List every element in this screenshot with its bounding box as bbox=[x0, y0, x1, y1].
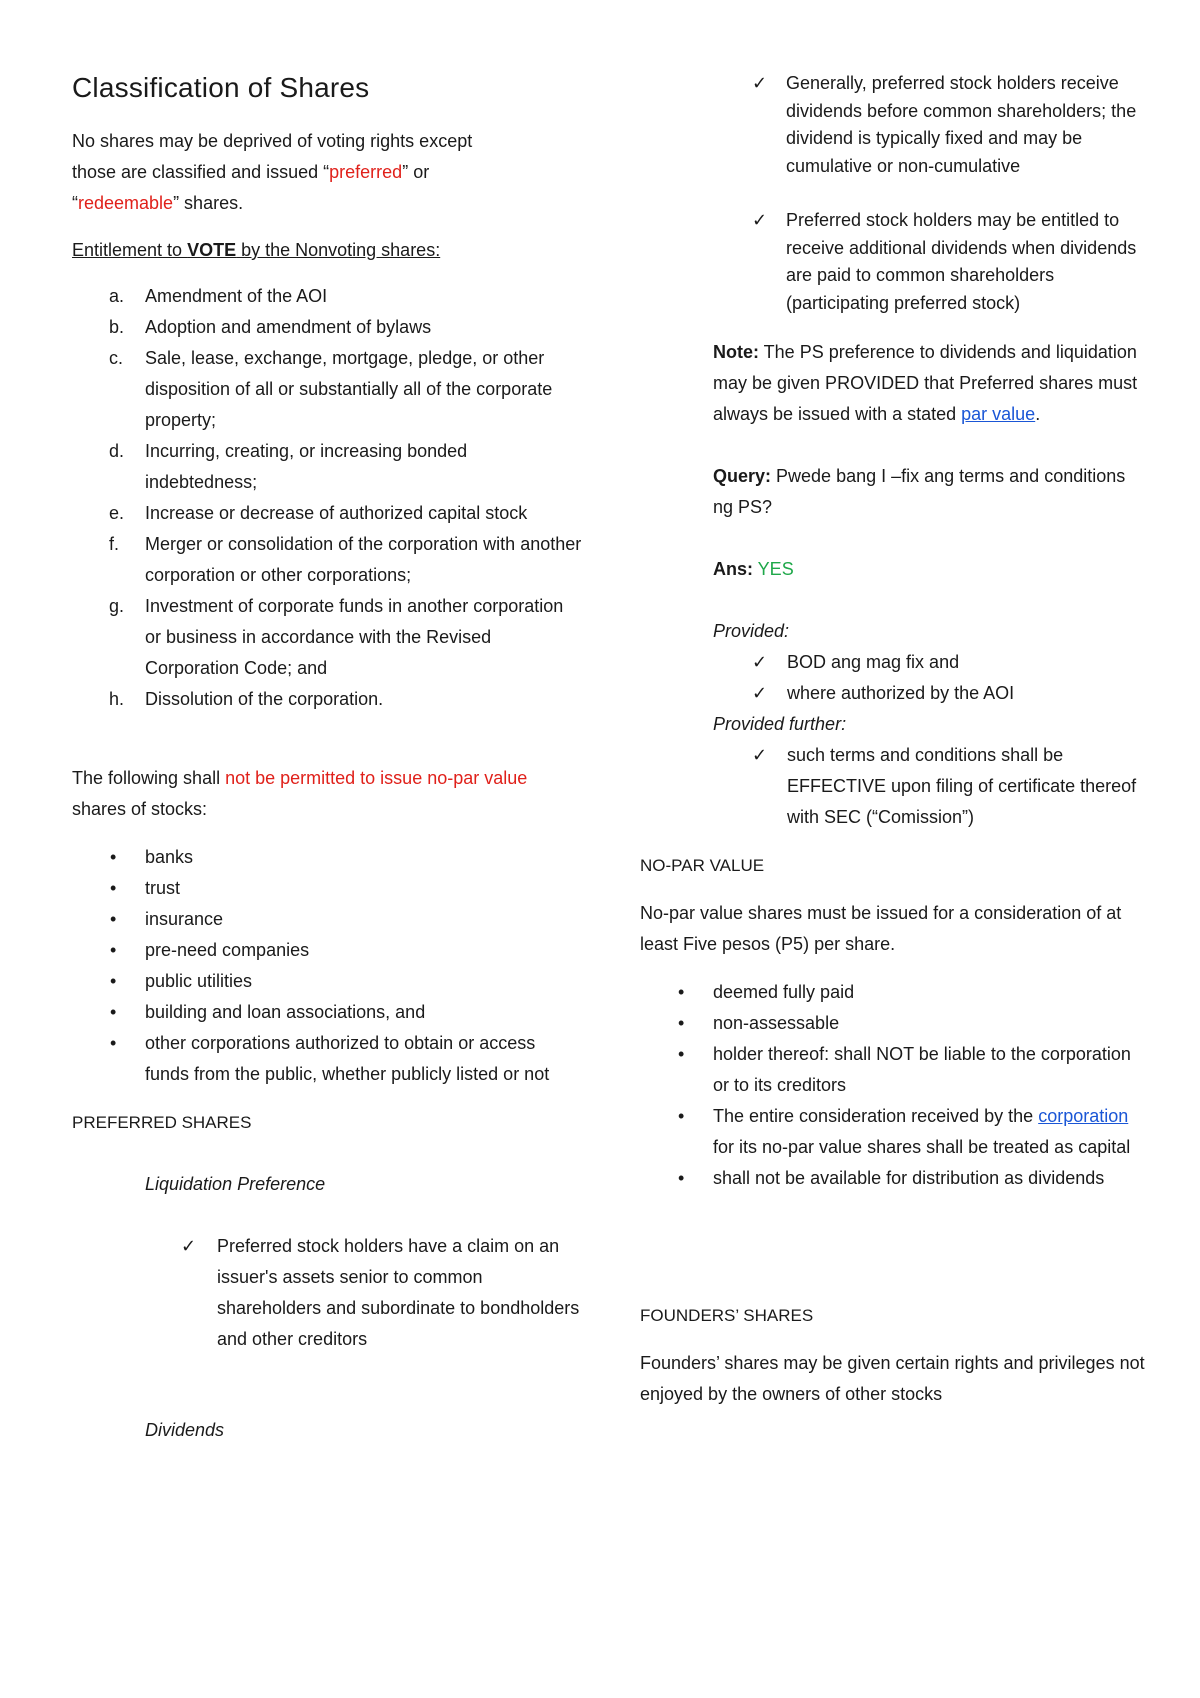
intro-line-2b: ” or bbox=[402, 162, 430, 182]
list-item: • The entire consideration received by the corporation for its no-par value shares shall be treated as capital bbox=[640, 1101, 1150, 1163]
list-item: • non-assessable bbox=[640, 1008, 1150, 1039]
list-item: • public utilities bbox=[72, 966, 582, 997]
check-icon: ✓ bbox=[752, 73, 768, 94]
note-paragraph: Note: The PS preference to dividends and liquidation may be given PROVIDED that Preferred shares must always be issued with a stated par value. bbox=[713, 342, 1138, 424]
list-item: ✓ such terms and conditions shall be EFFECTIVE upon filing of certificate thereof with SEC (“Comission”) bbox=[640, 740, 1150, 833]
founders-heading: FOUNDERS’ SHARES bbox=[640, 1306, 814, 1325]
redeemable-highlight: redeemable bbox=[78, 193, 174, 213]
preferred-shares-heading: PREFERRED SHARES bbox=[72, 1113, 252, 1132]
intro-line-3a: “ bbox=[72, 193, 78, 213]
query-label: Query: bbox=[713, 466, 772, 486]
check-icon: ✓ bbox=[752, 210, 768, 231]
dividends-list bbox=[0, 70, 1150, 317]
list-item: h. Dissolution of the corporation. bbox=[109, 689, 384, 709]
bullet-icon: • bbox=[678, 1106, 685, 1126]
no-par-value-paragraph: No-par value shares must be issued for a consideration of at least Five pesos (P5) per share. bbox=[640, 903, 1122, 954]
provided-further-list bbox=[640, 740, 1150, 833]
answer-value: YES bbox=[753, 559, 794, 579]
list-item: • pre-need companies bbox=[72, 935, 582, 966]
check-icon: ✓ bbox=[752, 745, 768, 766]
list-item: ✓ BOD ang mag fix and bbox=[640, 647, 1150, 678]
check-icon: ✓ bbox=[752, 652, 768, 673]
dividends-heading: Dividends bbox=[145, 1420, 225, 1440]
list-item: • shall not be available for distribution as dividends bbox=[640, 1163, 1150, 1194]
bullet-icon: • bbox=[110, 971, 117, 991]
list-item: d. Incurring, creating, or increasing bonded indebtedness; bbox=[109, 441, 468, 492]
no-par-value-heading: NO-PAR VALUE bbox=[640, 856, 765, 875]
entitlement-post: by the Nonvoting shares: bbox=[236, 240, 441, 260]
bullet-icon: • bbox=[110, 1033, 117, 1053]
bullet-icon: • bbox=[110, 1002, 117, 1022]
list-item: c. Sale, lease, exchange, mortgage, pledge, or other disposition of all or substantially all of the corporate property; bbox=[109, 348, 553, 430]
list-item: a. Amendment of the AOI bbox=[109, 286, 328, 306]
provided-list bbox=[640, 647, 1150, 709]
note-label: Note: bbox=[713, 342, 759, 362]
bullet-icon: • bbox=[110, 878, 117, 898]
provided-further-heading: Provided further: bbox=[713, 714, 847, 734]
right-column bbox=[640, 70, 1150, 1410]
list-item: • building and loan associations, and bbox=[72, 997, 582, 1028]
no-par-value-list bbox=[640, 977, 1150, 1194]
answer-label: Ans: bbox=[713, 559, 753, 579]
nopar-issue-paragraph: The following shall not be permitted to issue no-par value shares of stocks: bbox=[72, 768, 528, 819]
list-item: ✓ Preferred stock holders have a claim on an issuer's assets senior to common shareholders and subordinate to bondholders and other creditors bbox=[72, 1231, 582, 1355]
page-title: Classification of Shares bbox=[72, 72, 370, 103]
entitlement-list bbox=[72, 281, 582, 715]
liquidation-list bbox=[72, 1231, 582, 1355]
list-item: ✓ Generally, preferred stock holders receive dividends before common shareholders; the dividend is typically fixed and may be cumulative or non-cumulative bbox=[0, 70, 1150, 180]
nopar-issue-highlight: not be permitted to issue no-par value bbox=[225, 768, 528, 788]
bullet-icon: • bbox=[678, 1013, 685, 1033]
bullet-icon: • bbox=[678, 1168, 685, 1188]
list-item: ✓ where authorized by the AOI bbox=[640, 678, 1150, 709]
list-item: • holder thereof: shall NOT be liable to the corporation or to its creditors bbox=[640, 1039, 1150, 1101]
intro-line-3b: ” shares. bbox=[173, 193, 244, 213]
list-item: g. Investment of corporate funds in another corporation or business in accordance with the Revised Corporation Code; and bbox=[109, 596, 564, 678]
check-icon: ✓ bbox=[752, 683, 768, 704]
intro-line-1: No shares may be deprived of voting rights except bbox=[72, 131, 473, 151]
list-item: ✓ Preferred stock holders may be entitled to receive additional dividends when dividends are paid to common shareholders (participating preferred stock) bbox=[0, 207, 1150, 317]
intro-line-2a: those are classified and issued “ bbox=[72, 162, 330, 182]
list-item: • insurance bbox=[72, 904, 582, 935]
answer-paragraph bbox=[640, 554, 1150, 585]
bullet-icon: • bbox=[110, 847, 117, 867]
check-icon: ✓ bbox=[181, 1236, 197, 1257]
preferred-highlight: preferred bbox=[329, 162, 403, 182]
list-item: • deemed fully paid bbox=[640, 977, 1150, 1008]
list-item: b. Adoption and amendment of bylaws bbox=[109, 317, 432, 337]
par-value-link[interactable]: par value bbox=[961, 404, 1036, 424]
nopar-issue-list bbox=[72, 842, 582, 1090]
bullet-icon: • bbox=[678, 982, 685, 1002]
founders-paragraph: Founders’ shares may be given certain rights and privileges not enjoyed by the owners of other stocks bbox=[640, 1353, 1145, 1404]
bullet-icon: • bbox=[110, 940, 117, 960]
bullet-icon: • bbox=[110, 909, 117, 929]
list-item: e. Increase or decrease of authorized capital stock bbox=[109, 503, 528, 523]
entitlement-pre: Entitlement to bbox=[72, 240, 188, 260]
list-item: f. Merger or consolidation of the corporation with another corporation or other corporations; bbox=[109, 534, 582, 585]
corporation-link[interactable]: corporation bbox=[1038, 1106, 1129, 1126]
list-item: • trust bbox=[72, 873, 582, 904]
list-item: • banks bbox=[72, 842, 582, 873]
bullet-icon: • bbox=[678, 1044, 685, 1064]
entitlement-vote: VOTE bbox=[187, 240, 237, 260]
list-item: • other corporations authorized to obtain or access funds from the public, whether publicly listed or not bbox=[72, 1028, 582, 1090]
provided-heading: Provided: bbox=[713, 621, 790, 641]
liquidation-preference-heading: Liquidation Preference bbox=[145, 1174, 326, 1194]
query-paragraph: Query: Pwede bang I –fix ang terms and conditions ng PS? bbox=[713, 466, 1126, 517]
